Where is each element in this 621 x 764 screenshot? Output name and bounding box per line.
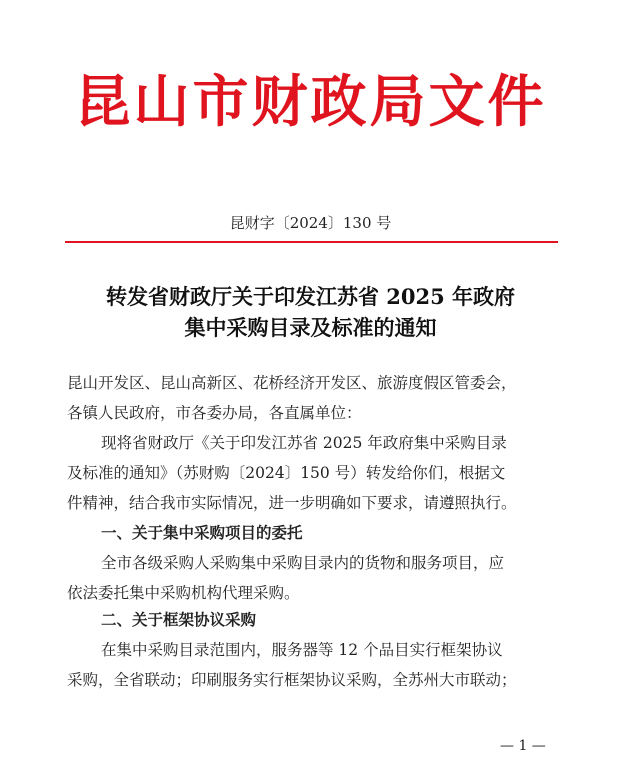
section-2 xyxy=(67,605,567,695)
addressees-line-2: 各镇人民政府，市各委办局，各直属单位： xyxy=(67,404,362,422)
page-number: — 1 — xyxy=(500,738,546,754)
red-divider-line xyxy=(65,241,558,243)
intro-line-3: 件精神，结合我市实际情况，进一步明确如下要求，请遵照执行。 xyxy=(67,494,517,512)
masthead-title: 昆山市财政局文件 xyxy=(74,69,547,135)
addressees-line-1: 昆山开发区、昆山高新区、花桥经济开发区、旅游度假区管委会， xyxy=(67,374,517,392)
section-2-line-1: 在集中采购目录范围内，服务器等 12 个品目实行框架协议 xyxy=(101,641,503,659)
section-1 xyxy=(67,518,567,608)
section-1-line-2: 依法委托集中采购机构代理采购。 xyxy=(67,584,300,602)
notice-title-line-1: 转发省财政厅关于印发江苏省 2025 年政府 xyxy=(105,284,516,309)
addressees xyxy=(67,368,567,428)
intro-line-2: 及标准的通知》（苏财购〔2024〕150 号）转发给你们，根据文 xyxy=(67,464,506,482)
notice-title-line-2: 集中采购目录及标准的通知 xyxy=(184,315,437,340)
section-2-heading: 二、关于框架协议采购 xyxy=(101,610,257,629)
document-number: 昆财字〔2024〕130 号 xyxy=(229,214,392,232)
section-1-line-1: 全市各级采购人采购集中采购目录内的货物和服务项目，应 xyxy=(101,554,505,572)
intro-line-1: 现将省财政厅《关于印发江苏省 2025 年政府集中采购目录 xyxy=(101,434,507,452)
intro-paragraph xyxy=(67,428,567,518)
section-1-heading: 一、关于集中采购项目的委托 xyxy=(101,523,303,542)
section-2-line-2: 采购，全省联动；印刷服务实行框架协议采购，全苏州大市联动； xyxy=(67,671,517,689)
